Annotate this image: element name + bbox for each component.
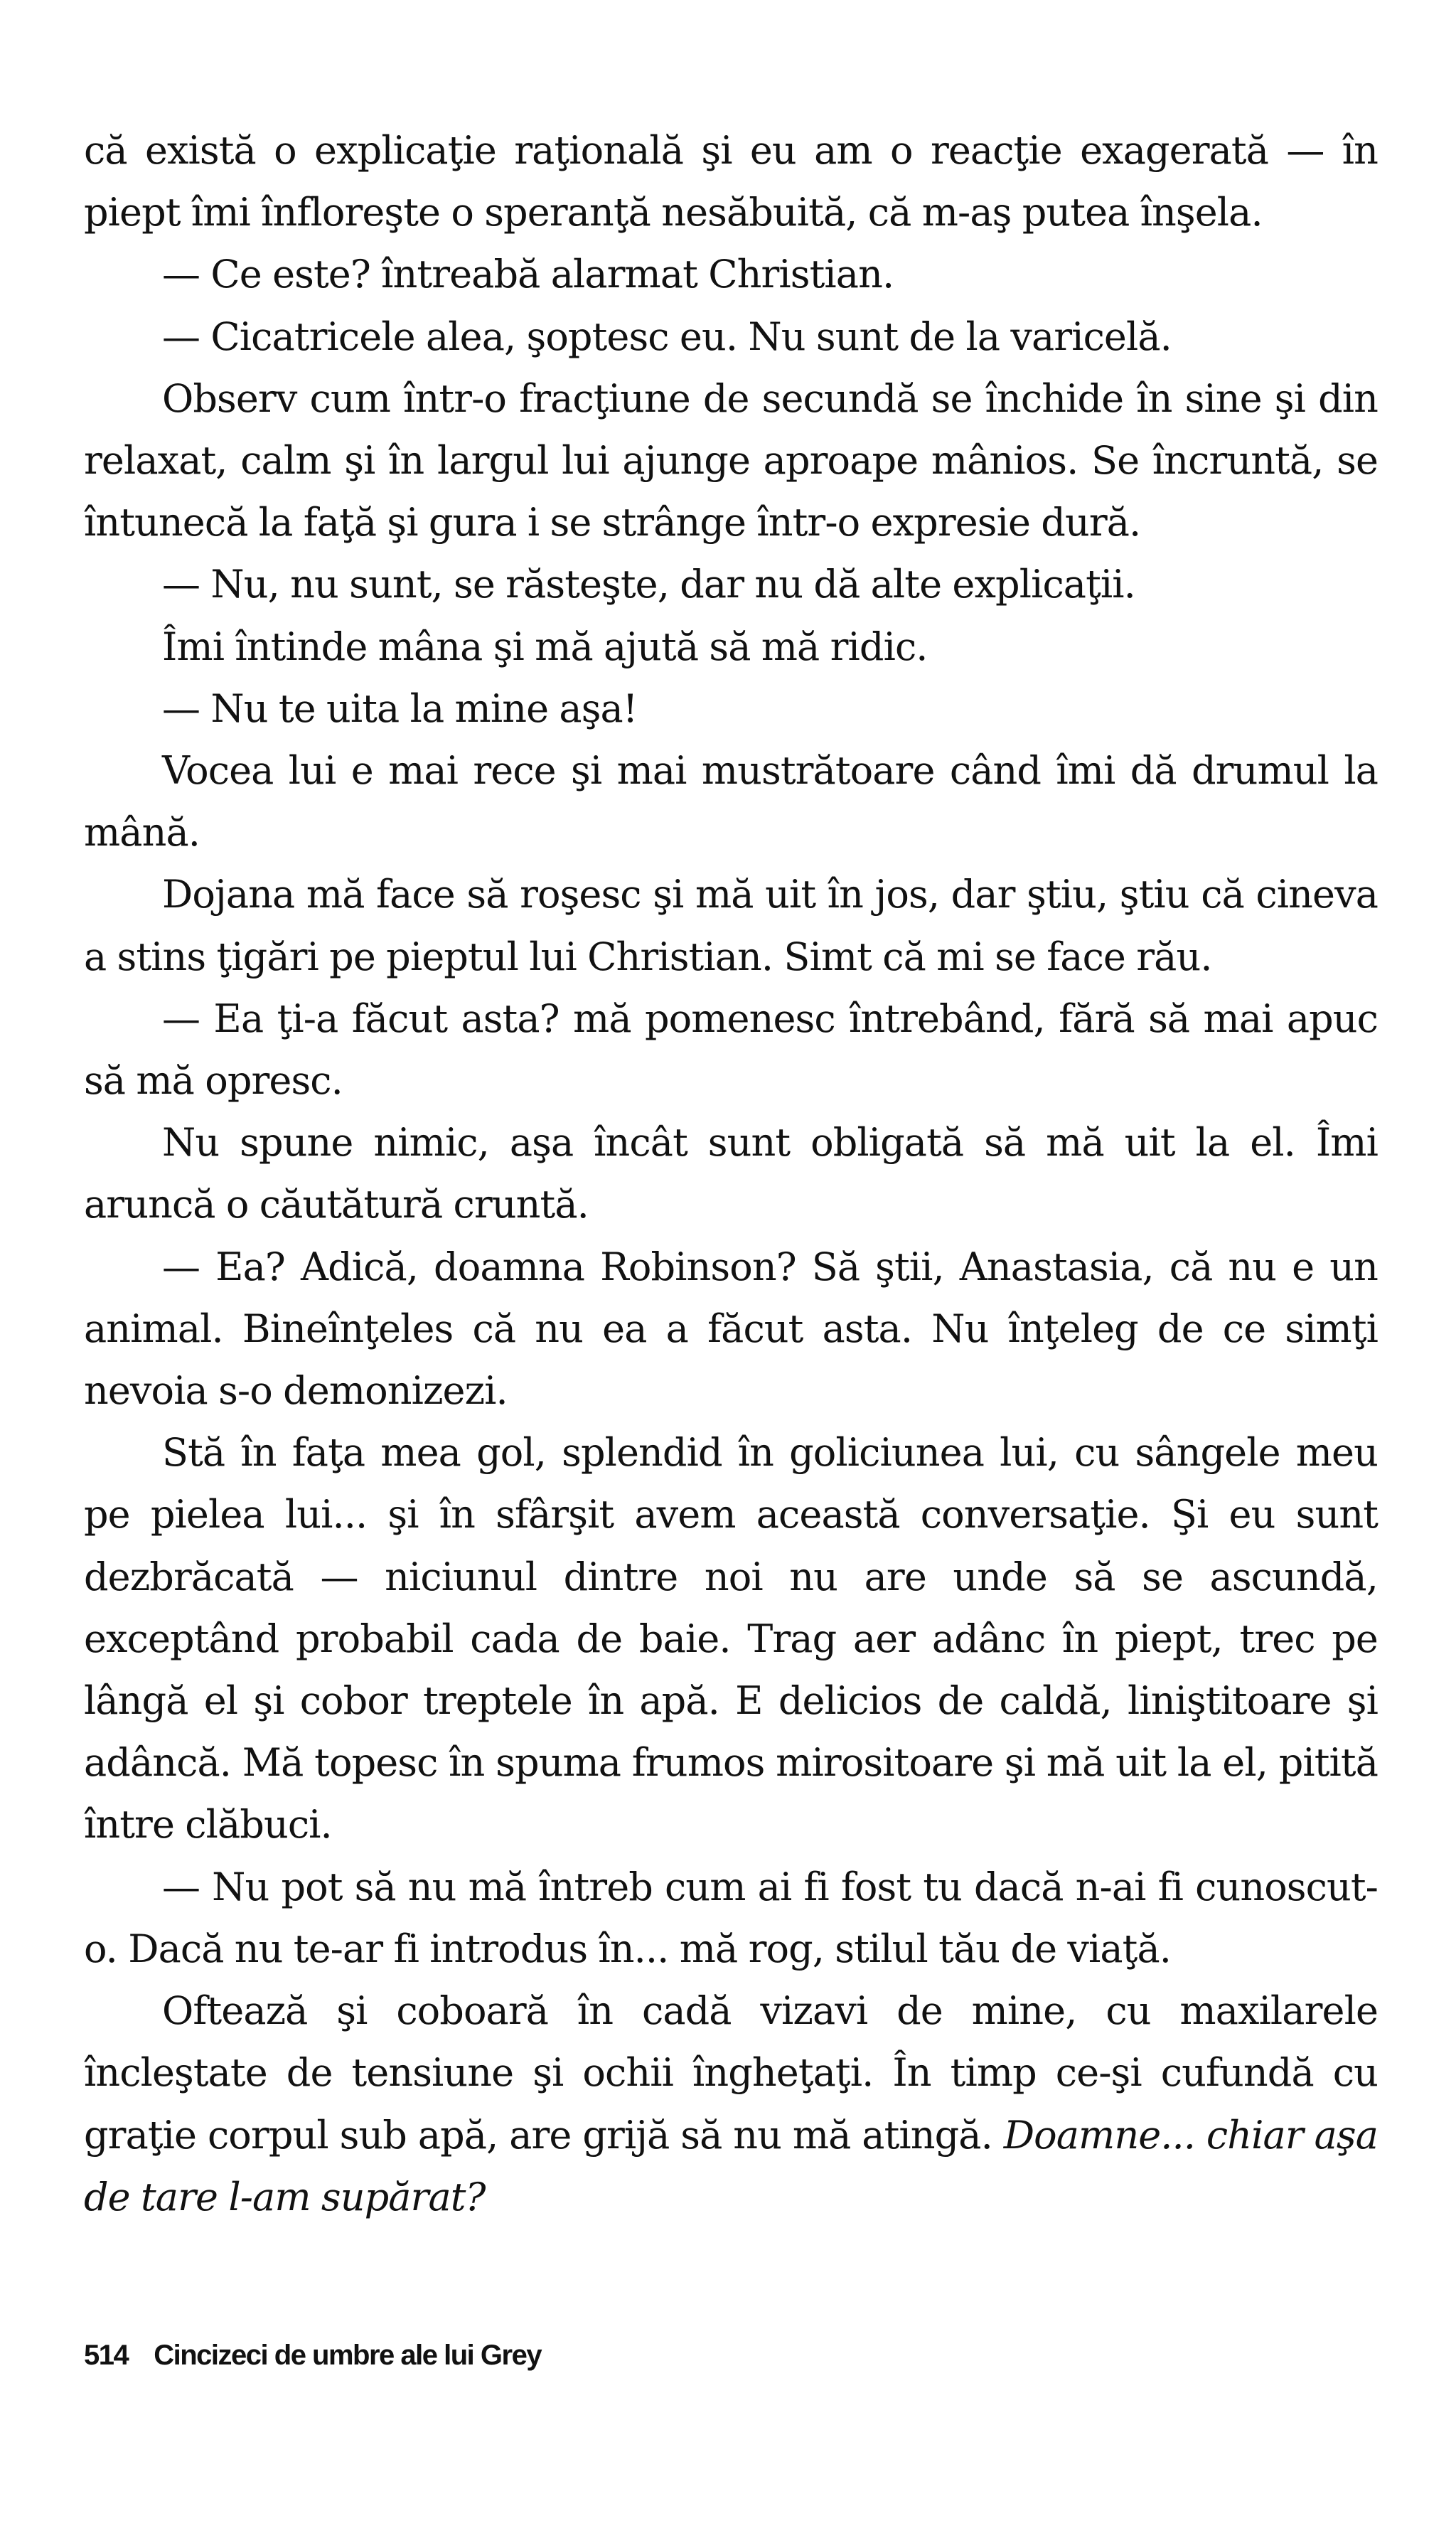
paragraph: Vocea lui e mai rece şi mai mustrătoare când îmi dă drumul la mână. bbox=[84, 748, 1378, 855]
paragraph: — Ea ţi-a făcut asta? mă pomenesc întrebând, fără să mai apuc să mă opresc. bbox=[84, 996, 1378, 1104]
paragraph: — Nu te uita la mine aşa! bbox=[162, 686, 638, 731]
italic-inner-thought: Doamne... chiar aşa de tare l-am supărat? bbox=[84, 2112, 1378, 2219]
body-text bbox=[84, 119, 1378, 2228]
paragraph: Observ cum într-o fracţiune de secundă se închide în sine şi din relaxat, calm şi în largul lui ajunge aproape mânios. Se încruntă, se întunecă la faţă şi gura i se strânge într-o expresie dură. bbox=[84, 375, 1378, 545]
paragraph: — Ea? Adică, doamna Robinson? Să ştii, Anastasia, că nu e un animal. Bineînţeles că nu ea a făcut asta. Nu înţeleg de ce simţi nevoia s-o demonizezi. bbox=[84, 1244, 1378, 1414]
paragraph-text: Oftează şi coboară în cadă vizavi de mine, cu maxilarele încleştate de tensiune şi ochii îngheţaţi. În timp ce-şi cufundă cu graţie corpul sub apă, are grijă să nu mă atingă. bbox=[84, 1988, 1378, 2158]
page-number: 514 bbox=[84, 2340, 129, 2371]
paragraph-last bbox=[84, 1980, 1378, 2228]
paragraph: Stă în faţa mea gol, splendid în goliciunea lui, cu sângele meu pe pielea lui... şi în sfârşit avem această conversaţie. Şi eu sunt dezbrăcată — niciunul dintre noi nu are unde să se ascundă, exceptând probabil cada de baie. Trag aer adânc în piept, trec pe lângă el şi cobor treptele în apă. E delicios de caldă, liniştitoare şi adâncă. Mă topesc în spuma frumos mirositoare şi mă uit la el, pitită între clăbuci. bbox=[84, 1430, 1378, 1847]
page-footer bbox=[84, 2340, 541, 2372]
paragraph: — Nu pot să nu mă întreb cum ai fi fost tu dacă n-ai fi cunoscut-o. Dacă nu te-ar fi introdus în... mă rog, stilul tău de viaţă. bbox=[84, 1864, 1378, 1971]
paragraph: Nu spune nimic, aşa încât sunt obligată să mă uit la el. Îmi aruncă o căutătură cruntă. bbox=[84, 1120, 1378, 1227]
paragraph: Îmi întinde mâna şi mă ajută să mă ridic. bbox=[162, 624, 928, 669]
paragraph: că există o explicaţie raţională şi eu am o reacţie exagerată — în piept îmi înfloreşte o speranţă nesăbuită, că m-aş putea înşela. bbox=[84, 128, 1378, 235]
running-title: Cincizeci de umbre ale lui Grey bbox=[154, 2340, 542, 2371]
paragraph: — Cicatricele alea, şoptesc eu. Nu sunt de la varicelă. bbox=[162, 314, 1172, 359]
paragraph: — Nu, nu sunt, se răsteşte, dar nu dă alte explicaţii. bbox=[162, 562, 1135, 607]
paragraph: Dojana mă face să roşesc şi mă uit în jos, dar ştiu, ştiu că cineva a stins ţigări pe pieptul lui Christian. Simt că mi se face rău. bbox=[84, 872, 1378, 979]
paragraph: — Ce este? întreabă alarmat Christian. bbox=[162, 252, 894, 297]
